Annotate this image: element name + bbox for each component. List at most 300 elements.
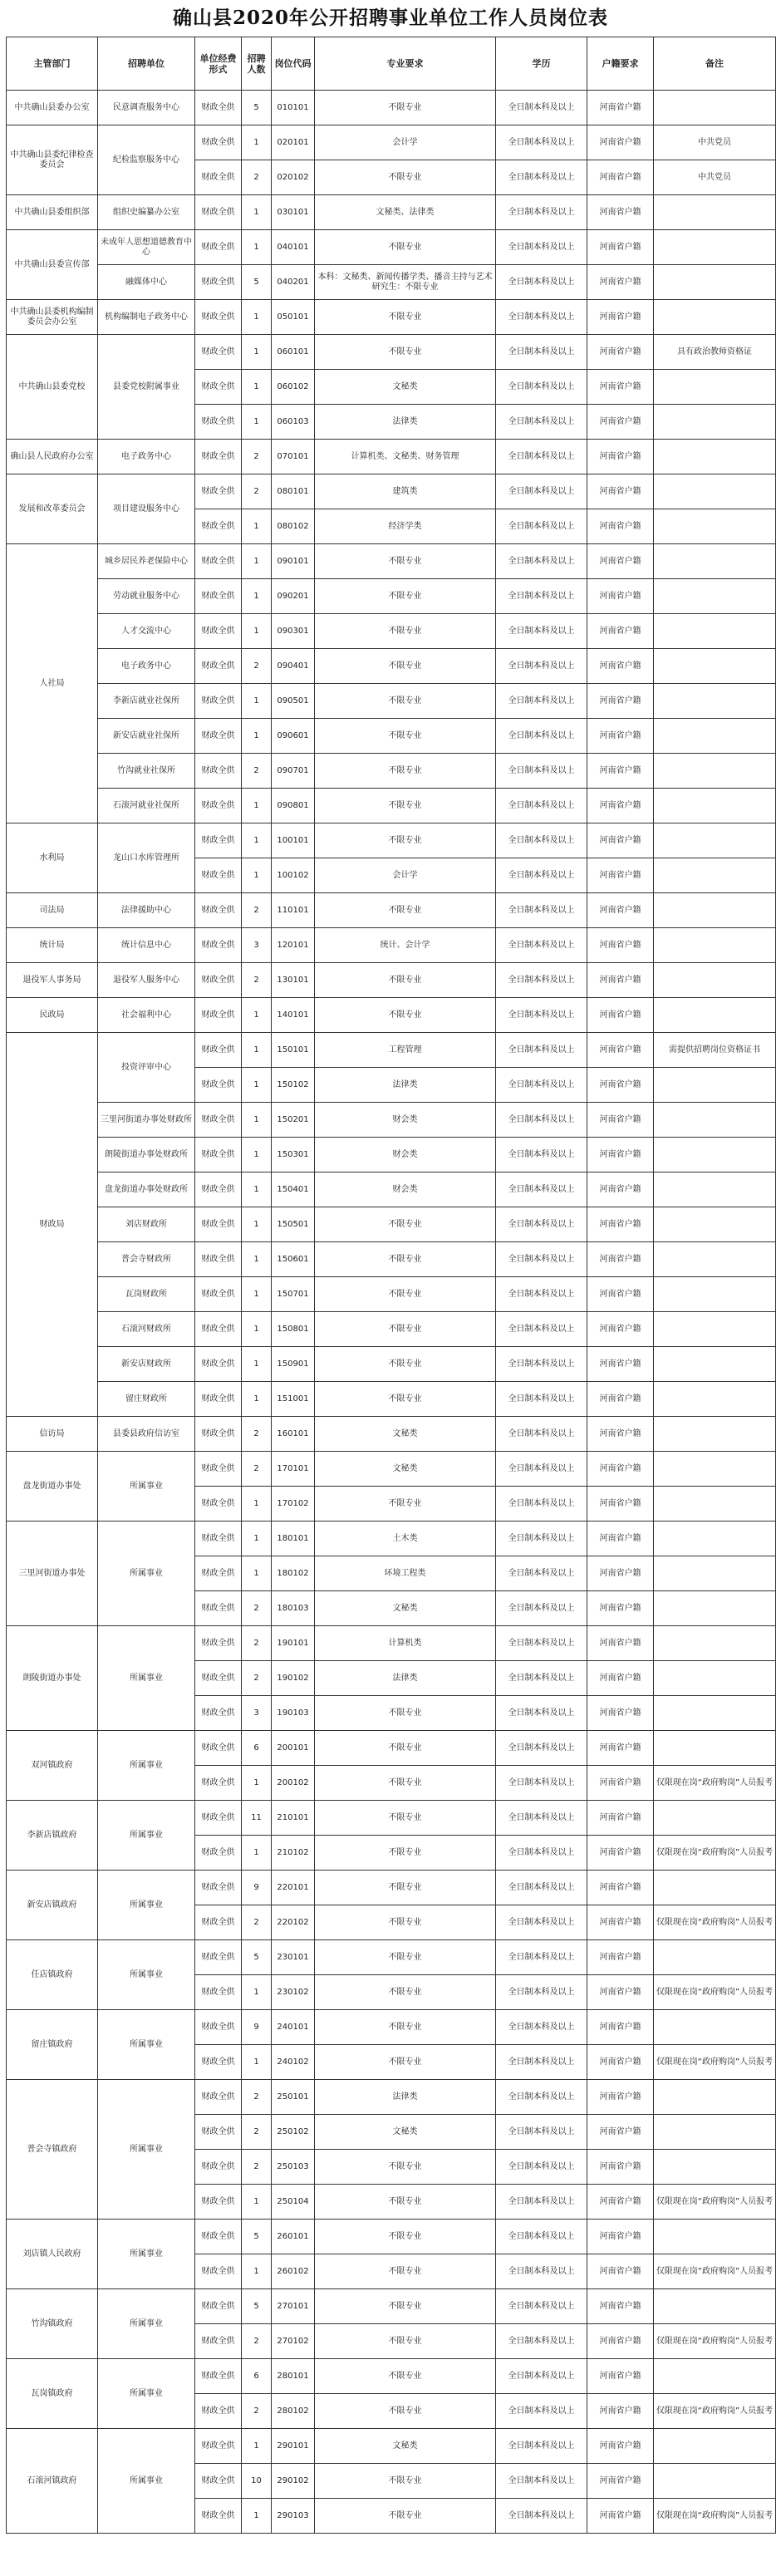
funding-cell: 财政全供	[195, 2010, 242, 2045]
unit-cell: 人才交流中心	[98, 614, 195, 649]
remark-cell	[654, 1277, 776, 1312]
funding-cell: 财政全供	[195, 1975, 242, 2010]
funding-cell: 财政全供	[195, 858, 242, 893]
dept-cell: 中共确山县委宣传部	[7, 230, 98, 300]
code-cell: 290102	[272, 2464, 315, 2499]
remark-cell: 仅限现在岗“政府购岗”人员报考	[654, 2394, 776, 2429]
table-row	[7, 823, 776, 858]
remark-cell	[654, 1940, 776, 1975]
residency-cell: 河南省户籍	[587, 509, 654, 544]
funding-cell: 财政全供	[195, 2080, 242, 2115]
funding-cell: 财政全供	[195, 2185, 242, 2220]
residency-cell: 河南省户籍	[587, 1138, 654, 1172]
education-cell: 全日制本科及以上	[496, 1452, 587, 1487]
dept-cell: 退役军人事务局	[7, 963, 98, 998]
count-cell: 9	[242, 1871, 272, 1905]
major-cell: 不限专业	[315, 2464, 496, 2499]
residency-cell: 河南省户籍	[587, 789, 654, 823]
funding-cell: 财政全供	[195, 1277, 242, 1312]
table-row	[7, 300, 776, 335]
major-cell: 计算机类	[315, 1626, 496, 1661]
unit-cell: 未成年人思想道德教育中心	[98, 230, 195, 265]
funding-cell: 财政全供	[195, 893, 242, 928]
remark-cell	[654, 1312, 776, 1347]
code-cell: 210102	[272, 1836, 315, 1871]
code-cell: 250101	[272, 2080, 315, 2115]
residency-cell: 河南省户籍	[587, 265, 654, 300]
page-title: 确山县2020年公开招聘事业单位工作人员岗位表	[172, 7, 608, 29]
residency-cell: 河南省户籍	[587, 1347, 654, 1382]
header-cell: 单位经费形式	[195, 37, 242, 91]
table-row	[7, 195, 776, 230]
remark-cell	[654, 1452, 776, 1487]
residency-cell: 河南省户籍	[587, 2359, 654, 2394]
major-cell: 土木类	[315, 1522, 496, 1556]
count-cell: 1	[242, 1207, 272, 1242]
remark-cell	[654, 265, 776, 300]
code-cell: 170101	[272, 1452, 315, 1487]
header-cell: 备注	[654, 37, 776, 91]
dept-cell: 水利局	[7, 823, 98, 893]
residency-cell: 河南省户籍	[587, 1068, 654, 1103]
remark-cell	[654, 1382, 776, 1417]
residency-cell: 河南省户籍	[587, 1452, 654, 1487]
funding-cell: 财政全供	[195, 1522, 242, 1556]
count-cell: 1	[242, 579, 272, 614]
code-cell: 230102	[272, 1975, 315, 2010]
unit-cell: 刘店财政所	[98, 1207, 195, 1242]
code-cell: 200102	[272, 1766, 315, 1801]
remark-cell: 中共党员	[654, 160, 776, 195]
remark-cell: 仅限现在岗“政府购岗”人员报考	[654, 1975, 776, 2010]
dept-cell: 中共确山县委机构编制委员会办公室	[7, 300, 98, 335]
count-cell: 3	[242, 1696, 272, 1731]
education-cell: 全日制本科及以上	[496, 1836, 587, 1871]
education-cell: 全日制本科及以上	[496, 335, 587, 370]
count-cell: 2	[242, 2115, 272, 2150]
residency-cell: 河南省户籍	[587, 2464, 654, 2499]
residency-cell: 河南省户籍	[587, 91, 654, 125]
remark-cell	[654, 579, 776, 614]
unit-cell: 退役军人服务中心	[98, 963, 195, 998]
count-cell: 1	[242, 1347, 272, 1382]
remark-cell	[654, 1696, 776, 1731]
unit-cell: 朗陵街道办事处财政所	[98, 1138, 195, 1172]
code-cell: 260101	[272, 2220, 315, 2254]
table-row	[7, 649, 776, 684]
funding-cell: 财政全供	[195, 2150, 242, 2185]
funding-cell: 财政全供	[195, 2115, 242, 2150]
funding-cell: 财政全供	[195, 230, 242, 265]
remark-cell	[654, 1103, 776, 1138]
dept-cell: 盘龙街道办事处	[7, 1452, 98, 1522]
remark-cell	[654, 684, 776, 719]
residency-cell: 河南省户籍	[587, 544, 654, 579]
education-cell: 全日制本科及以上	[496, 2185, 587, 2220]
residency-cell: 河南省户籍	[587, 1207, 654, 1242]
funding-cell: 财政全供	[195, 1487, 242, 1522]
remark-cell	[654, 963, 776, 998]
count-cell: 1	[242, 230, 272, 265]
remark-cell	[654, 1871, 776, 1905]
major-cell: 不限专业	[315, 2359, 496, 2394]
education-cell: 全日制本科及以上	[496, 823, 587, 858]
education-cell: 全日制本科及以上	[496, 1696, 587, 1731]
education-cell: 全日制本科及以上	[496, 1487, 587, 1522]
table-row	[7, 1801, 776, 1836]
funding-cell: 财政全供	[195, 265, 242, 300]
remark-cell	[654, 1661, 776, 1696]
residency-cell: 河南省户籍	[587, 160, 654, 195]
dept-cell: 确山县人民政府办公室	[7, 440, 98, 474]
funding-cell: 财政全供	[195, 1766, 242, 1801]
residency-cell: 河南省户籍	[587, 2185, 654, 2220]
code-cell: 250103	[272, 2150, 315, 2185]
education-cell: 全日制本科及以上	[496, 1556, 587, 1591]
table-row	[7, 474, 776, 509]
funding-cell: 财政全供	[195, 684, 242, 719]
dept-cell: 司法局	[7, 893, 98, 928]
code-cell: 030101	[272, 195, 315, 230]
remark-cell	[654, 1626, 776, 1661]
funding-cell: 财政全供	[195, 2464, 242, 2499]
major-cell: 不限专业	[315, 684, 496, 719]
residency-cell: 河南省户籍	[587, 2150, 654, 2185]
residency-cell: 河南省户籍	[587, 1103, 654, 1138]
count-cell: 2	[242, 2394, 272, 2429]
education-cell: 全日制本科及以上	[496, 370, 587, 405]
code-cell: 280101	[272, 2359, 315, 2394]
funding-cell: 财政全供	[195, 160, 242, 195]
funding-cell: 财政全供	[195, 1801, 242, 1836]
major-cell: 不限专业	[315, 2254, 496, 2289]
count-cell: 5	[242, 2220, 272, 2254]
major-cell: 法律类	[315, 1661, 496, 1696]
residency-cell: 河南省户籍	[587, 474, 654, 509]
remark-cell	[654, 405, 776, 440]
major-cell: 工程管理	[315, 1033, 496, 1068]
unit-cell: 所属事业	[98, 2289, 195, 2359]
unit-cell: 所属事业	[98, 1731, 195, 1801]
funding-cell: 财政全供	[195, 1103, 242, 1138]
funding-cell: 财政全供	[195, 1242, 242, 1277]
remark-cell: 仅限现在岗“政府购岗”人员报考	[654, 2254, 776, 2289]
residency-cell: 河南省户籍	[587, 1556, 654, 1591]
funding-cell: 财政全供	[195, 544, 242, 579]
education-cell: 全日制本科及以上	[496, 1347, 587, 1382]
major-cell: 法律类	[315, 405, 496, 440]
major-cell: 不限专业	[315, 1312, 496, 1347]
education-cell: 全日制本科及以上	[496, 893, 587, 928]
funding-cell: 财政全供	[195, 823, 242, 858]
code-cell: 170102	[272, 1487, 315, 1522]
funding-cell: 财政全供	[195, 1591, 242, 1626]
major-cell: 不限专业	[315, 1871, 496, 1905]
residency-cell: 河南省户籍	[587, 1033, 654, 1068]
residency-cell: 河南省户籍	[587, 1731, 654, 1766]
major-cell: 不限专业	[315, 335, 496, 370]
table-row	[7, 1522, 776, 1556]
remark-cell	[654, 998, 776, 1033]
remark-cell: 需提供招聘岗位资格证书	[654, 1033, 776, 1068]
major-cell: 不限专业	[315, 963, 496, 998]
education-cell: 全日制本科及以上	[496, 2080, 587, 2115]
table-row	[7, 1242, 776, 1277]
code-cell: 120101	[272, 928, 315, 963]
code-cell: 090501	[272, 684, 315, 719]
remark-cell	[654, 2080, 776, 2115]
table-row	[7, 2080, 776, 2115]
residency-cell: 河南省户籍	[587, 649, 654, 684]
code-cell: 110101	[272, 893, 315, 928]
dept-cell: 朗陵街道办事处	[7, 1626, 98, 1731]
major-cell: 会计学	[315, 125, 496, 160]
major-cell: 经济学类	[315, 509, 496, 544]
major-cell: 不限专业	[315, 1277, 496, 1312]
funding-cell: 财政全供	[195, 1347, 242, 1382]
table-row	[7, 1940, 776, 1975]
remark-cell	[654, 195, 776, 230]
remark-cell	[654, 858, 776, 893]
count-cell: 6	[242, 2359, 272, 2394]
residency-cell: 河南省户籍	[587, 719, 654, 754]
major-cell: 不限专业	[315, 893, 496, 928]
remark-cell	[654, 1347, 776, 1382]
education-cell: 全日制本科及以上	[496, 2115, 587, 2150]
residency-cell: 河南省户籍	[587, 1626, 654, 1661]
residency-cell: 河南省户籍	[587, 754, 654, 789]
remark-cell	[654, 2115, 776, 2150]
code-cell: 020102	[272, 160, 315, 195]
count-cell: 1	[242, 2185, 272, 2220]
education-cell: 全日制本科及以上	[496, 2394, 587, 2429]
table-row	[7, 1138, 776, 1172]
code-cell: 190101	[272, 1626, 315, 1661]
residency-cell: 河南省户籍	[587, 2499, 654, 2534]
major-cell: 文秘类	[315, 370, 496, 405]
major-cell: 不限专业	[315, 2220, 496, 2254]
unit-cell: 县委县政府信访室	[98, 1417, 195, 1452]
residency-cell: 河南省户籍	[587, 1975, 654, 2010]
table-row	[7, 2359, 776, 2394]
education-cell: 全日制本科及以上	[496, 1138, 587, 1172]
unit-cell: 石滚河就业社保所	[98, 789, 195, 823]
major-cell: 不限专业	[315, 1242, 496, 1277]
funding-cell: 财政全供	[195, 1138, 242, 1172]
code-cell: 150801	[272, 1312, 315, 1347]
code-cell: 090301	[272, 614, 315, 649]
education-cell: 全日制本科及以上	[496, 1207, 587, 1242]
count-cell: 1	[242, 1382, 272, 1417]
count-cell: 1	[242, 300, 272, 335]
residency-cell: 河南省户籍	[587, 300, 654, 335]
major-cell: 法律类	[315, 1068, 496, 1103]
major-cell: 文秘类	[315, 1452, 496, 1487]
count-cell: 1	[242, 1242, 272, 1277]
table-row	[7, 1731, 776, 1766]
table-row	[7, 230, 776, 265]
table-body	[7, 91, 776, 2534]
code-cell: 240102	[272, 2045, 315, 2080]
remark-cell	[654, 1172, 776, 1207]
count-cell: 1	[242, 1556, 272, 1591]
residency-cell: 河南省户籍	[587, 928, 654, 963]
unit-cell: 留庄财政所	[98, 1382, 195, 1417]
funding-cell: 财政全供	[195, 998, 242, 1033]
code-cell: 150901	[272, 1347, 315, 1382]
count-cell: 1	[242, 789, 272, 823]
count-cell: 1	[242, 719, 272, 754]
remark-cell: 仅限现在岗“政府购岗”人员报考	[654, 2045, 776, 2080]
remark-cell: 中共党员	[654, 125, 776, 160]
count-cell: 1	[242, 1277, 272, 1312]
major-cell: 不限专业	[315, 649, 496, 684]
education-cell: 全日制本科及以上	[496, 1522, 587, 1556]
code-cell: 250104	[272, 2185, 315, 2220]
remark-cell	[654, 1068, 776, 1103]
table-row	[7, 440, 776, 474]
count-cell: 10	[242, 2464, 272, 2499]
unit-cell: 社会福利中心	[98, 998, 195, 1033]
remark-cell	[654, 91, 776, 125]
count-cell: 1	[242, 1172, 272, 1207]
education-cell: 全日制本科及以上	[496, 2220, 587, 2254]
remark-cell: 仅限现在岗“政府购岗”人员报考	[654, 2499, 776, 2534]
funding-cell: 财政全供	[195, 2499, 242, 2534]
code-cell: 150301	[272, 1138, 315, 1172]
code-cell: 090701	[272, 754, 315, 789]
major-cell: 不限专业	[315, 2010, 496, 2045]
remark-cell: 仅限现在岗“政府购岗”人员报考	[654, 1905, 776, 1940]
residency-cell: 河南省户籍	[587, 2254, 654, 2289]
funding-cell: 财政全供	[195, 2429, 242, 2464]
count-cell: 1	[242, 2254, 272, 2289]
funding-cell: 财政全供	[195, 1696, 242, 1731]
remark-cell	[654, 754, 776, 789]
residency-cell: 河南省户籍	[587, 1487, 654, 1522]
count-cell: 2	[242, 1452, 272, 1487]
funding-cell: 财政全供	[195, 1312, 242, 1347]
residency-cell: 河南省户籍	[587, 1417, 654, 1452]
funding-cell: 财政全供	[195, 2220, 242, 2254]
remark-cell	[654, 1731, 776, 1766]
unit-cell: 三里河街道办事处财政所	[98, 1103, 195, 1138]
table-row	[7, 125, 776, 160]
major-cell: 财会类	[315, 1103, 496, 1138]
major-cell: 不限专业	[315, 1207, 496, 1242]
remark-cell	[654, 1417, 776, 1452]
unit-cell: 项目建设服务中心	[98, 474, 195, 544]
education-cell: 全日制本科及以上	[496, 2289, 587, 2324]
recruitment-table	[6, 37, 776, 2534]
code-cell: 250102	[272, 2115, 315, 2150]
remark-cell	[654, 2220, 776, 2254]
education-cell: 全日制本科及以上	[496, 1382, 587, 1417]
table-row	[7, 754, 776, 789]
remark-cell	[654, 1801, 776, 1836]
funding-cell: 财政全供	[195, 1871, 242, 1905]
count-cell: 5	[242, 1940, 272, 1975]
code-cell: 130101	[272, 963, 315, 998]
major-cell: 不限专业	[315, 789, 496, 823]
count-cell: 2	[242, 1905, 272, 1940]
count-cell: 1	[242, 125, 272, 160]
education-cell: 全日制本科及以上	[496, 474, 587, 509]
header-cell: 岗位代码	[272, 37, 315, 91]
unit-cell: 所属事业	[98, 2080, 195, 2220]
funding-cell: 财政全供	[195, 614, 242, 649]
count-cell: 2	[242, 963, 272, 998]
major-cell: 文秘类	[315, 2429, 496, 2464]
major-cell: 不限专业	[315, 754, 496, 789]
major-cell: 统计、会计学	[315, 928, 496, 963]
residency-cell: 河南省户籍	[587, 1871, 654, 1905]
education-cell: 全日制本科及以上	[496, 1312, 587, 1347]
funding-cell: 财政全供	[195, 2254, 242, 2289]
funding-cell: 财政全供	[195, 1836, 242, 1871]
remark-cell	[654, 544, 776, 579]
code-cell: 150701	[272, 1277, 315, 1312]
remark-cell	[654, 370, 776, 405]
code-cell: 150201	[272, 1103, 315, 1138]
code-cell: 190103	[272, 1696, 315, 1731]
residency-cell: 河南省户籍	[587, 998, 654, 1033]
unit-cell: 法律援助中心	[98, 893, 195, 928]
education-cell: 全日制本科及以上	[496, 1871, 587, 1905]
table-row	[7, 684, 776, 719]
major-cell: 不限专业	[315, 579, 496, 614]
funding-cell: 财政全供	[195, 789, 242, 823]
unit-cell: 所属事业	[98, 1940, 195, 2010]
education-cell: 全日制本科及以上	[496, 125, 587, 160]
count-cell: 9	[242, 2010, 272, 2045]
residency-cell: 河南省户籍	[587, 2394, 654, 2429]
funding-cell: 财政全供	[195, 754, 242, 789]
unit-cell: 融媒体中心	[98, 265, 195, 300]
remark-cell: 仅限现在岗“政府购岗”人员报考	[654, 2185, 776, 2220]
count-cell: 2	[242, 474, 272, 509]
count-cell: 1	[242, 1487, 272, 1522]
major-cell: 不限专业	[315, 1696, 496, 1731]
count-cell: 2	[242, 160, 272, 195]
major-cell: 财会类	[315, 1138, 496, 1172]
residency-cell: 河南省户籍	[587, 1591, 654, 1626]
funding-cell: 财政全供	[195, 963, 242, 998]
unit-cell: 劳动就业服务中心	[98, 579, 195, 614]
unit-cell: 城乡居民养老保险中心	[98, 544, 195, 579]
code-cell: 180101	[272, 1522, 315, 1556]
education-cell: 全日制本科及以上	[496, 1661, 587, 1696]
remark-cell	[654, 1207, 776, 1242]
dept-cell: 中共确山县委组织部	[7, 195, 98, 230]
count-cell: 1	[242, 684, 272, 719]
remark-cell	[654, 2150, 776, 2185]
dept-cell: 新安店镇政府	[7, 1871, 98, 1940]
count-cell: 1	[242, 823, 272, 858]
code-cell: 080102	[272, 509, 315, 544]
dept-cell: 信访局	[7, 1417, 98, 1452]
residency-cell: 河南省户籍	[587, 2115, 654, 2150]
education-cell: 全日制本科及以上	[496, 789, 587, 823]
major-cell: 建筑类	[315, 474, 496, 509]
code-cell: 150401	[272, 1172, 315, 1207]
count-cell: 1	[242, 1138, 272, 1172]
remark-cell	[654, 2359, 776, 2394]
major-cell: 不限专业	[315, 1382, 496, 1417]
dept-cell: 民政局	[7, 998, 98, 1033]
table-row	[7, 1347, 776, 1382]
count-cell: 2	[242, 754, 272, 789]
